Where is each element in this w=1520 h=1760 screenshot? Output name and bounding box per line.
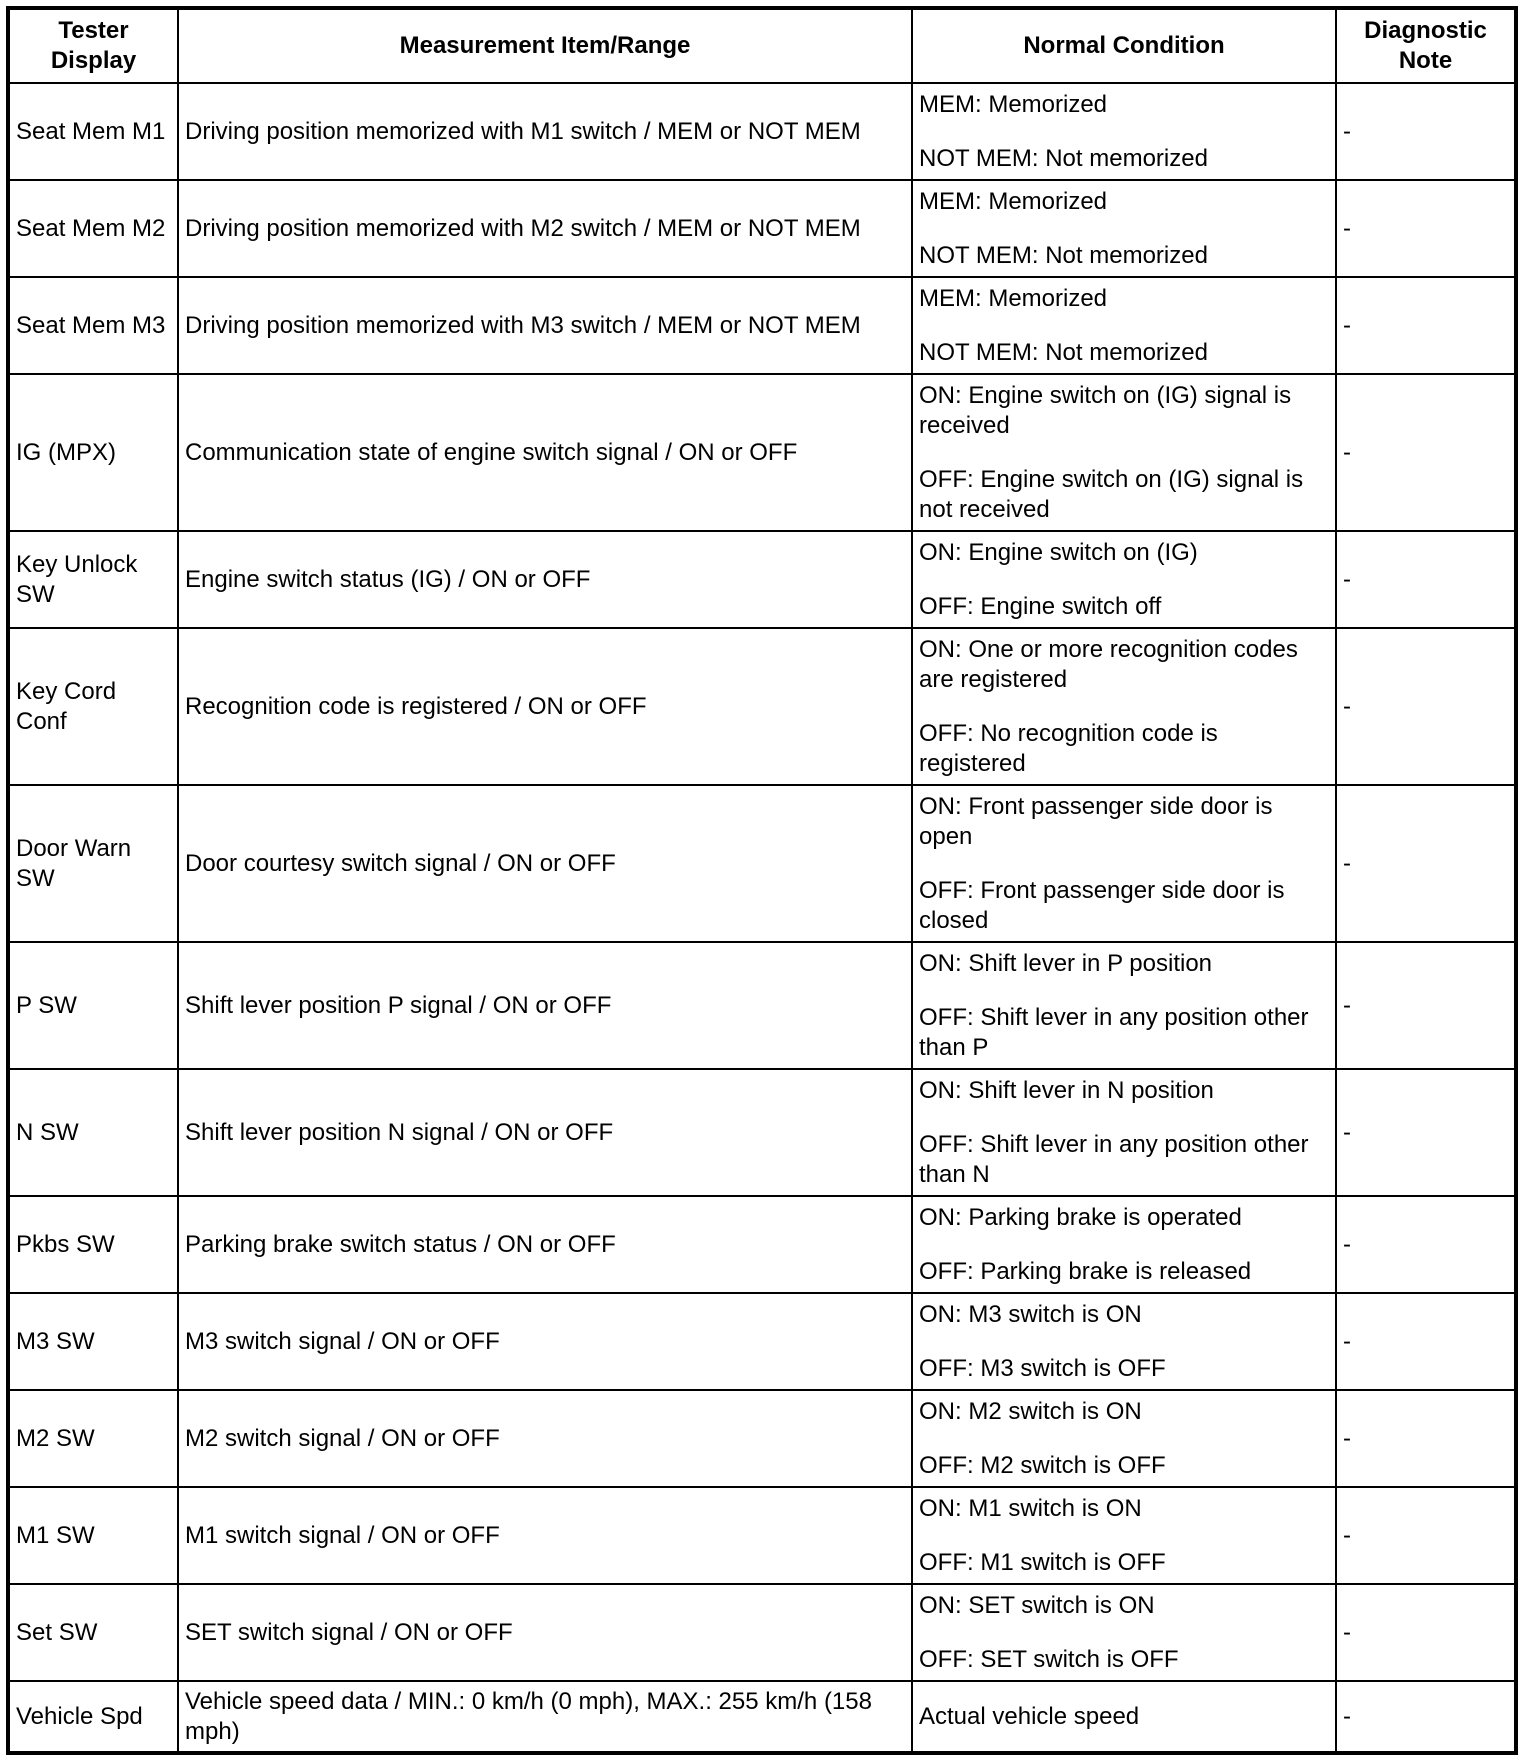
cell-measurement: Shift lever position N signal / ON or OFF [178, 1069, 912, 1196]
table-row [8, 83, 1516, 180]
condition-line-1: MEM: Memorized [919, 187, 1108, 215]
cell-diagnostic-note: - [1336, 277, 1516, 374]
table-row [8, 1293, 1516, 1390]
condition-line-2: OFF: Front passenger side door is closed [919, 876, 1285, 934]
cell-normal-condition [912, 277, 1336, 374]
cell-measurement: Driving position memorized with M3 switch / MEM or NOT MEM [178, 277, 912, 374]
header-row [8, 8, 1516, 83]
cell-diagnostic-note: - [1336, 374, 1516, 531]
cell-measurement: Communication state of engine switch signal / ON or OFF [178, 374, 912, 531]
condition-line-1: ON: Shift lever in P position [919, 949, 1213, 977]
cell-measurement: M3 switch signal / ON or OFF [178, 1293, 912, 1390]
table-row [8, 1390, 1516, 1487]
header-normal-condition: Normal Condition [912, 8, 1336, 83]
cell-diagnostic-note: - [1336, 942, 1516, 1069]
condition-line-1: ON: One or more recognition codes are registered [919, 635, 1298, 693]
cell-measurement: Driving position memorized with M1 switch / MEM or NOT MEM [178, 83, 912, 180]
cell-tester-display: M2 SW [8, 1390, 178, 1487]
table-row [8, 531, 1516, 628]
condition-line-2: NOT MEM: Not memorized [919, 144, 1208, 172]
cell-normal-condition [912, 1584, 1336, 1681]
cell-tester-display: N SW [8, 1069, 178, 1196]
cell-tester-display: M3 SW [8, 1293, 178, 1390]
condition-line-1: ON: SET switch is ON [919, 1591, 1155, 1619]
cell-normal-condition [912, 1681, 1336, 1753]
condition-line-1: ON: M3 switch is ON [919, 1300, 1142, 1328]
cell-measurement: Parking brake switch status / ON or OFF [178, 1196, 912, 1293]
data-list-table [6, 6, 1518, 1755]
condition-line-1: Actual vehicle speed [919, 1702, 1140, 1730]
condition-line-2: OFF: Engine switch off [919, 592, 1162, 620]
condition-line-2: NOT MEM: Not memorized [919, 338, 1208, 366]
condition-line-1: ON: Parking brake is operated [919, 1203, 1242, 1231]
condition-line-1: ON: M2 switch is ON [919, 1397, 1142, 1425]
cell-diagnostic-note: - [1336, 1293, 1516, 1390]
cell-tester-display: M1 SW [8, 1487, 178, 1584]
condition-line-2: OFF: Shift lever in any position other than P [919, 1003, 1309, 1061]
table-row [8, 628, 1516, 785]
condition-line-2: OFF: M3 switch is OFF [919, 1354, 1166, 1382]
cell-tester-display: Door Warn SW [8, 785, 178, 942]
cell-normal-condition [912, 628, 1336, 785]
condition-line-2: OFF: Engine switch on (IG) signal is not received [919, 465, 1304, 523]
cell-tester-display: Key Unlock SW [8, 531, 178, 628]
cell-normal-condition [912, 531, 1336, 628]
table-row [8, 180, 1516, 277]
header-measurement: Measurement Item/Range [178, 8, 912, 83]
condition-line-1: ON: M1 switch is ON [919, 1494, 1142, 1522]
cell-normal-condition [912, 374, 1336, 531]
cell-normal-condition [912, 1293, 1336, 1390]
cell-tester-display: Key Cord Conf [8, 628, 178, 785]
cell-diagnostic-note: - [1336, 83, 1516, 180]
condition-line-2: OFF: SET switch is OFF [919, 1645, 1179, 1673]
cell-diagnostic-note: - [1336, 628, 1516, 785]
cell-tester-display: P SW [8, 942, 178, 1069]
cell-diagnostic-note: - [1336, 1069, 1516, 1196]
cell-diagnostic-note: - [1336, 785, 1516, 942]
cell-tester-display: Seat Mem M3 [8, 277, 178, 374]
cell-normal-condition [912, 1196, 1336, 1293]
header-diagnostic-note: Diagnostic Note [1336, 8, 1516, 83]
cell-diagnostic-note: - [1336, 531, 1516, 628]
condition-line-1: MEM: Memorized [919, 284, 1108, 312]
cell-diagnostic-note: - [1336, 1196, 1516, 1293]
condition-line-2: OFF: M2 switch is OFF [919, 1451, 1166, 1479]
cell-measurement: Vehicle speed data / MIN.: 0 km/h (0 mph), MAX.: 255 km/h (158 mph) [178, 1681, 912, 1753]
table-row [8, 374, 1516, 531]
cell-tester-display: IG (MPX) [8, 374, 178, 531]
condition-line-1: ON: Engine switch on (IG) [919, 538, 1198, 566]
cell-measurement: M1 switch signal / ON or OFF [178, 1487, 912, 1584]
cell-measurement: Engine switch status (IG) / ON or OFF [178, 531, 912, 628]
cell-normal-condition [912, 942, 1336, 1069]
table-row [8, 785, 1516, 942]
table-row [8, 1584, 1516, 1681]
table-row [8, 1069, 1516, 1196]
table-row [8, 942, 1516, 1069]
condition-line-1: ON: Shift lever in N position [919, 1076, 1214, 1104]
cell-measurement: Driving position memorized with M2 switch / MEM or NOT MEM [178, 180, 912, 277]
table-row [8, 1196, 1516, 1293]
table-row [8, 277, 1516, 374]
cell-measurement: Shift lever position P signal / ON or OFF [178, 942, 912, 1069]
condition-line-1: ON: Front passenger side door is open [919, 792, 1273, 850]
cell-normal-condition [912, 1390, 1336, 1487]
header-tester-display: Tester Display [8, 8, 178, 83]
cell-tester-display: Seat Mem M1 [8, 83, 178, 180]
cell-diagnostic-note: - [1336, 180, 1516, 277]
cell-measurement: Recognition code is registered / ON or OFF [178, 628, 912, 785]
cell-diagnostic-note: - [1336, 1390, 1516, 1487]
cell-tester-display: Seat Mem M2 [8, 180, 178, 277]
cell-normal-condition [912, 83, 1336, 180]
cell-normal-condition [912, 1487, 1336, 1584]
cell-measurement: M2 switch signal / ON or OFF [178, 1390, 912, 1487]
condition-line-1: MEM: Memorized [919, 90, 1108, 118]
cell-measurement: Door courtesy switch signal / ON or OFF [178, 785, 912, 942]
cell-normal-condition [912, 1069, 1336, 1196]
cell-tester-display: Pkbs SW [8, 1196, 178, 1293]
table-row [8, 1487, 1516, 1584]
condition-line-2: OFF: No recognition code is registered [919, 719, 1218, 777]
condition-line-2: OFF: M1 switch is OFF [919, 1548, 1166, 1576]
condition-line-2: NOT MEM: Not memorized [919, 241, 1208, 269]
condition-line-1: ON: Engine switch on (IG) signal is received [919, 381, 1292, 439]
table-row [8, 1681, 1516, 1753]
cell-tester-display: Set SW [8, 1584, 178, 1681]
cell-measurement: SET switch signal / ON or OFF [178, 1584, 912, 1681]
cell-diagnostic-note: - [1336, 1584, 1516, 1681]
cell-diagnostic-note: - [1336, 1681, 1516, 1753]
cell-normal-condition [912, 785, 1336, 942]
cell-diagnostic-note: - [1336, 1487, 1516, 1584]
condition-line-2: OFF: Shift lever in any position other than N [919, 1130, 1309, 1188]
condition-line-2: OFF: Parking brake is released [919, 1257, 1252, 1285]
cell-normal-condition [912, 180, 1336, 277]
cell-tester-display: Vehicle Spd [8, 1681, 178, 1753]
